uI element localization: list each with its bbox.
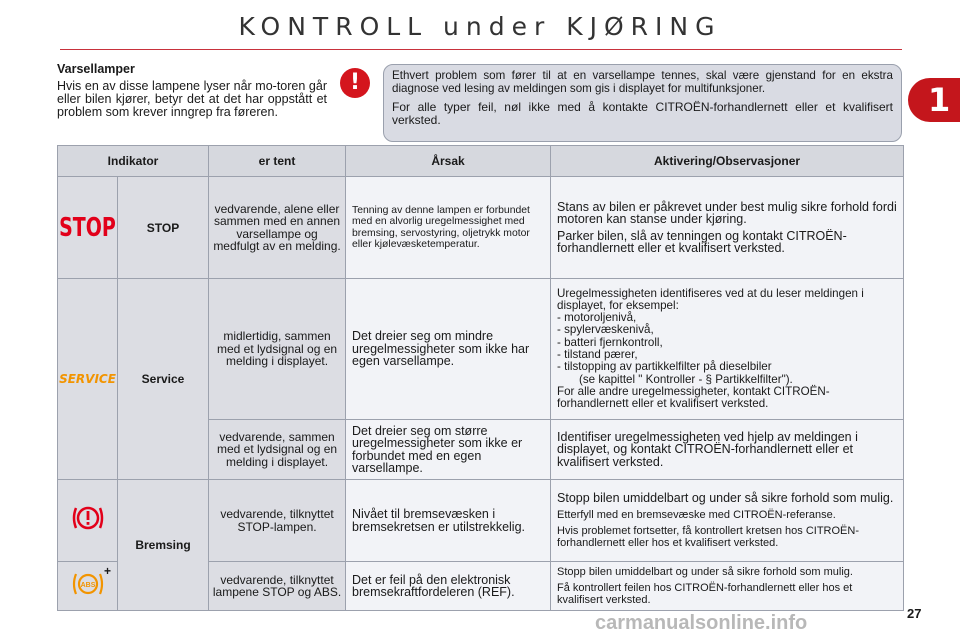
table-row-brake-1 (58, 480, 904, 562)
service-state-2: vedvarende, sammen med et lydsignal og en melding i displayet. (209, 420, 346, 480)
service-action-line: Uregelmessigheten identifiseres ved at du leser meldingen i displayet, for eksempel: (557, 286, 864, 312)
brake-action-1-line-3: Hvis problemet fortsetter, få kontrollert kretsen hos CITROËN-forhandlernett eller hos et kvalifisert verksted. (557, 524, 860, 549)
abs-warning-icon (71, 570, 105, 598)
brake-name: Bremsing (118, 480, 209, 611)
stop-indicator-cell (58, 177, 118, 279)
brake-cause-1: Nivået til bremsevæsken i bremsekretsen er utilstrekkelig. (346, 480, 551, 562)
brake-action-2-line-2: Få kontrollert feilen hos CITROËN-forhandlernett eller hos et kvalifisert verksted. (557, 582, 853, 606)
table-row-service-1 (58, 279, 904, 420)
stop-action-2: Parker bilen, slå av tenningen og kontakt CITROËN-forhandlernett eller et kvalifisert verksted. (557, 228, 847, 255)
service-action-line: - batteri fjernkontroll, (557, 335, 663, 349)
intro-text: Hvis en av disse lampene lyser når mo-toren går eller bilen kjører, betyr det at det har oppstått et problem som krever inngrep fra føreren. (57, 79, 327, 119)
service-action-line: (se kapittel " Kontroller - § Partikkelfilter"). (579, 372, 793, 386)
service-action-line: - spylervæskenivå, (557, 323, 654, 337)
warning-text-2: For alle typer feil, nøl ikke med å kontakte CITROËN-forhandlernett eller et kvalifisert verksted. (392, 100, 893, 127)
stop-name: STOP (118, 177, 209, 279)
header-indikator: Indikator (58, 146, 209, 177)
stop-state: vedvarende, alene eller sammen med en annen varsellampe og medfulgt av en melding. (209, 177, 346, 279)
exclamation-icon: ! (340, 68, 370, 98)
table-row-stop (58, 177, 904, 279)
service-action-line: For alle andre uregelmessigheter, kontakt CITROËN-forhandlernett eller et kvalifisert verksted. (557, 384, 830, 411)
page-title: KONTROLL under KJØRING (238, 12, 722, 41)
brake-state-1: vedvarende, tilknyttet STOP-lampen. (209, 480, 346, 562)
header-arsak: Årsak (346, 146, 551, 177)
watermark: carmanualsonline.info (595, 612, 808, 634)
plus-sign: + (103, 564, 111, 578)
brake-action-2-line-1: Stopp bilen umiddelbart og under så sikre forhold som mulig. (557, 566, 853, 578)
section-title: Varsellamper (57, 62, 135, 76)
brake-state-2: vedvarende, tilknyttet lampene STOP og ABS. (209, 562, 346, 611)
service-state-1: midlertidig, sammen med et lydsignal og en melding i displayet. (209, 279, 346, 420)
header-er-tent: er tent (209, 146, 346, 177)
page-number: 27 (907, 606, 922, 621)
brake-action-2 (551, 562, 904, 611)
header-rule (60, 49, 902, 50)
stop-cause: Tenning av denne lampen er forbundet med en alvorlig uregelmessighet med bremsing, servostyring, oljetrykk motor eller kjølevæsketemperatur. (346, 177, 551, 279)
service-action-2: Identifiser uregelmessigheten ved hjelp av meldingen i displayet, og kontakt CITROËN-forhandlernett eller et kvalifisert verksted. (551, 420, 904, 480)
brake-indicator-cell (58, 480, 118, 562)
indicator-table (57, 145, 904, 611)
brake-warning-icon (71, 503, 105, 533)
stop-lamp-icon: STOP (59, 212, 116, 243)
service-action-line: - tilstopping av partikkelfilter på dieselbiler (557, 360, 772, 374)
service-action-1 (551, 279, 904, 420)
service-indicator-cell (58, 279, 118, 480)
abs-indicator-cell (58, 562, 118, 611)
brake-action-1-line-2: Etterfyll med en bremsevæske med CITROËN-referanse. (557, 508, 836, 521)
table-header-row (58, 146, 904, 177)
service-cause-2: Det dreier seg om større uregelmessigheter som ikke er forbundet med en egen varsellampe. (346, 420, 551, 480)
service-action-line: - motoroljenivå, (557, 311, 637, 325)
brake-action-1 (551, 480, 904, 562)
brake-action-1-line-1: Stopp bilen umiddelbart og under så sikre forhold som mulig. (557, 491, 894, 506)
stop-action-1: Stans av bilen er påkrevet under best mulig sikre forhold fordi motoren kan stanse under kjøring. (557, 199, 897, 226)
brake-cause-2: Det er feil på den elektronisk bremsekraftfordeleren (REF). (346, 562, 551, 611)
service-action-line: - tilstand pærer, (557, 348, 638, 361)
stop-action (551, 177, 904, 279)
warning-box (383, 64, 902, 142)
warning-text-1: Ethvert problem som fører til at en varsellampe tennes, skal være gjenstand for en ekstra diagnose ved lesing av meldingen som gis i displayet for multifunksjoner. (392, 69, 893, 95)
service-cause-1: Det dreier seg om mindre uregelmessigheter som ikke har egen varsellampe. (346, 279, 551, 420)
service-name: Service (118, 279, 209, 480)
header-aktivering: Aktivering/Observasjoner (551, 146, 904, 177)
svg-text:ABS: ABS (80, 581, 95, 589)
chapter-number: 1 (928, 81, 951, 119)
service-lamp-icon: SERVICE (59, 372, 116, 386)
chapter-tab (908, 78, 960, 122)
